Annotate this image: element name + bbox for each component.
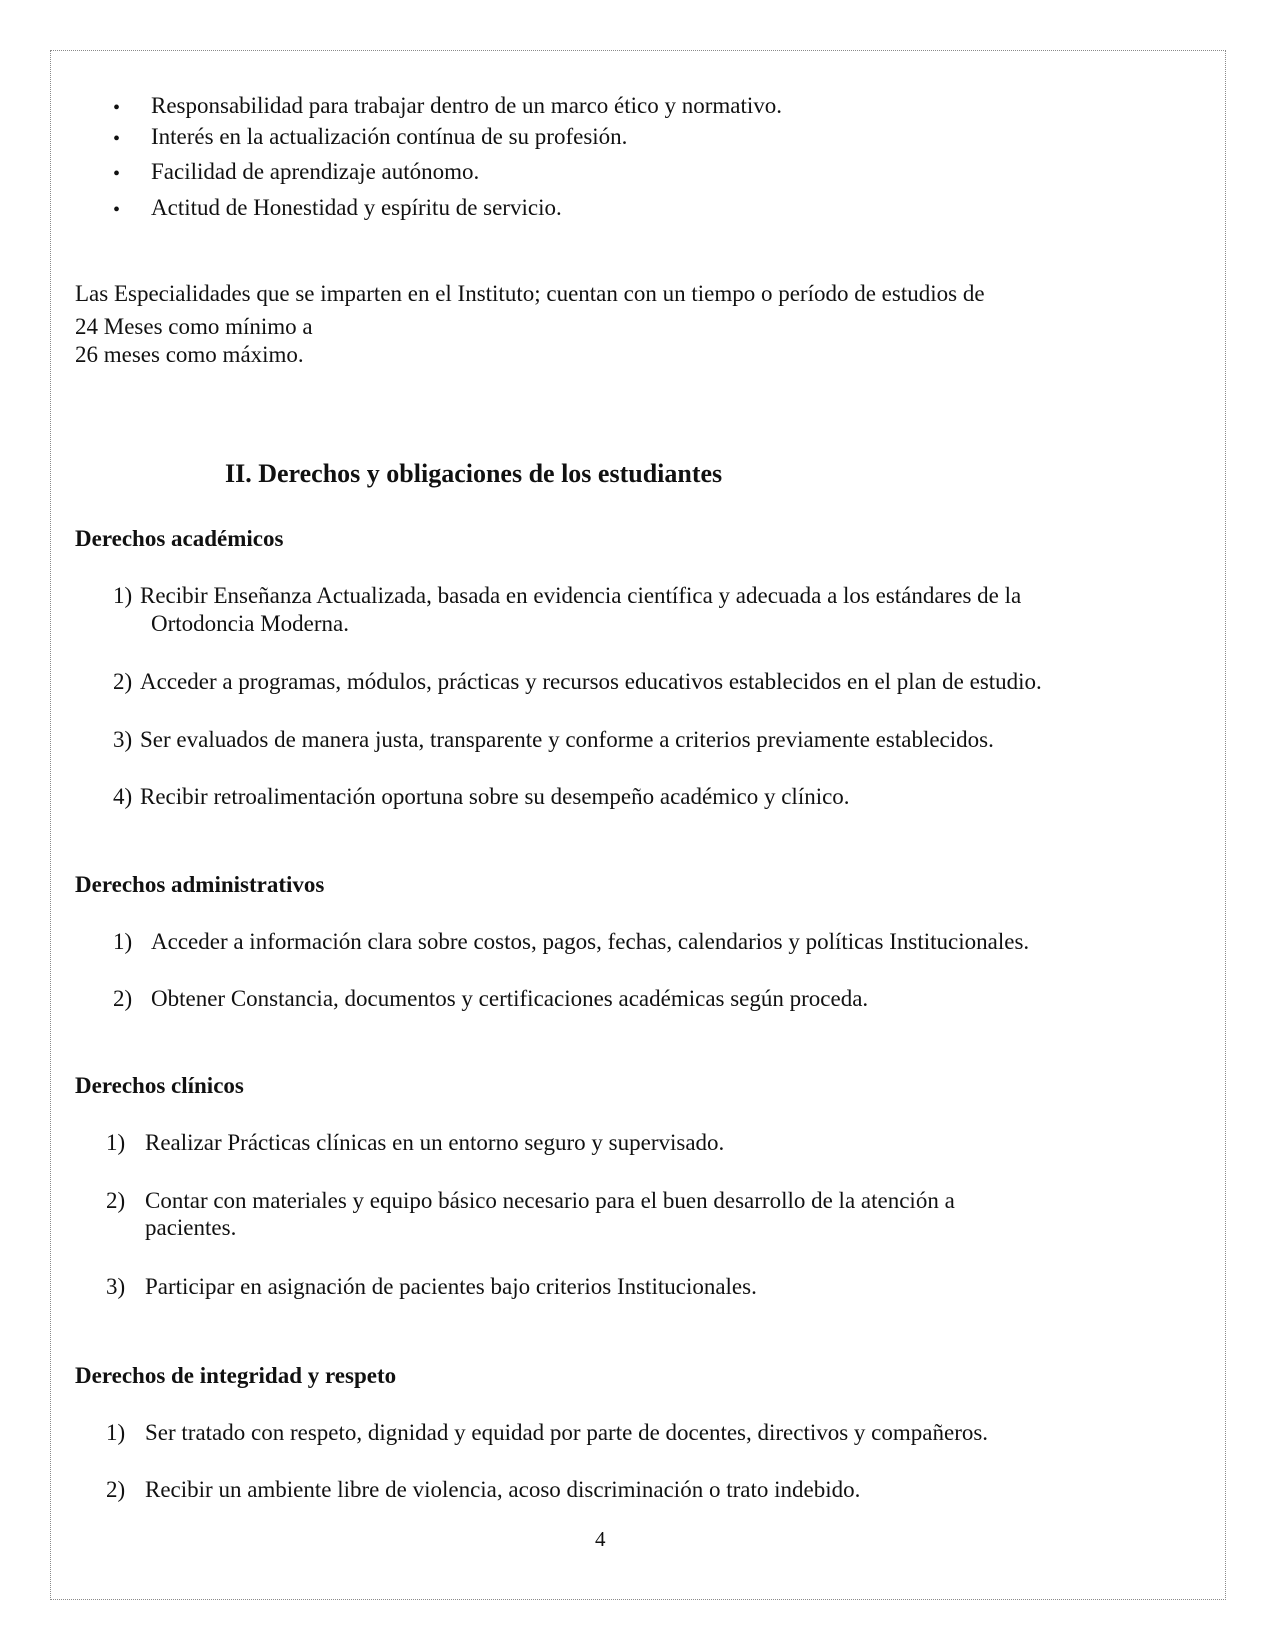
list-number: 2) [106, 1188, 126, 1213]
list-item: Contar con materiales y equipo básico necesario para el buen desarrollo de la atención a [145, 1188, 955, 1213]
subsection-title: Derechos administrativos [75, 872, 325, 897]
list-number: 4) [113, 784, 133, 809]
list-number: 1) [106, 1420, 126, 1445]
bullet-item: Facilidad de aprendizaje autónomo. [151, 159, 480, 184]
list-number: 1) [113, 929, 133, 954]
list-item: Recibir un ambiente libre de violencia, acoso discriminación o trato indebido. [145, 1477, 861, 1502]
list-item: Obtener Constancia, documentos y certificaciones académicas según proceda. [151, 986, 869, 1011]
list-item-continuation: pacientes. [145, 1215, 237, 1240]
intro-line: 26 meses como máximo. [75, 342, 304, 367]
list-number: 2) [106, 1477, 126, 1502]
list-item: Participar en asignación de pacientes bajo criterios Institucionales. [145, 1274, 757, 1299]
bullet-item: Interés en la actualización contínua de su profesión. [151, 124, 628, 149]
list-number: 3) [113, 727, 133, 752]
intro-line: 24 Meses como mínimo a [75, 314, 313, 339]
bullet-icon: • [113, 97, 121, 119]
list-number: 2) [113, 669, 133, 694]
section-title: II. Derechos y obligaciones de los estudiantes [225, 459, 723, 488]
list-item: Recibir retroalimentación oportuna sobre su desempeño académico y clínico. [140, 784, 850, 809]
bullet-icon: • [113, 163, 121, 185]
list-item: Ser tratado con respeto, dignidad y equidad por parte de docentes, directivos y compañeros. [145, 1420, 989, 1445]
subsection-title: Derechos clínicos [75, 1073, 244, 1098]
list-item: Realizar Prácticas clínicas en un entorno seguro y supervisado. [145, 1130, 725, 1155]
list-item: Ser evaluados de manera justa, transparente y conforme a criterios previamente establecidos. [140, 727, 994, 752]
list-number: 1) [106, 1130, 126, 1155]
subsection-title: Derechos de integridad y respeto [75, 1363, 397, 1388]
intro-line: Las Especialidades que se imparten en el Instituto; cuentan con un tiempo o período de estudios de [75, 281, 985, 306]
list-number: 2) [113, 986, 133, 1011]
bullet-icon: • [113, 199, 121, 221]
page-number: 4 [595, 1527, 606, 1551]
bullet-icon: • [113, 128, 121, 150]
subsection-title: Derechos académicos [75, 526, 284, 551]
list-item: Acceder a información clara sobre costos, pagos, fechas, calendarios y políticas Institucionales. [151, 929, 1030, 954]
bullet-item: Actitud de Honestidad y espíritu de servicio. [151, 195, 562, 220]
list-item-continuation: Ortodoncia Moderna. [151, 611, 349, 636]
list-number: 1) [113, 583, 133, 608]
list-item: Acceder a programas, módulos, prácticas y recursos educativos establecidos en el plan de estudio. [140, 669, 1042, 694]
bullet-item: Responsabilidad para trabajar dentro de un marco ético y normativo. [151, 93, 783, 118]
list-item: Recibir Enseñanza Actualizada, basada en evidencia científica y adecuada a los estándares de la [140, 583, 1022, 608]
list-number: 3) [106, 1274, 126, 1299]
